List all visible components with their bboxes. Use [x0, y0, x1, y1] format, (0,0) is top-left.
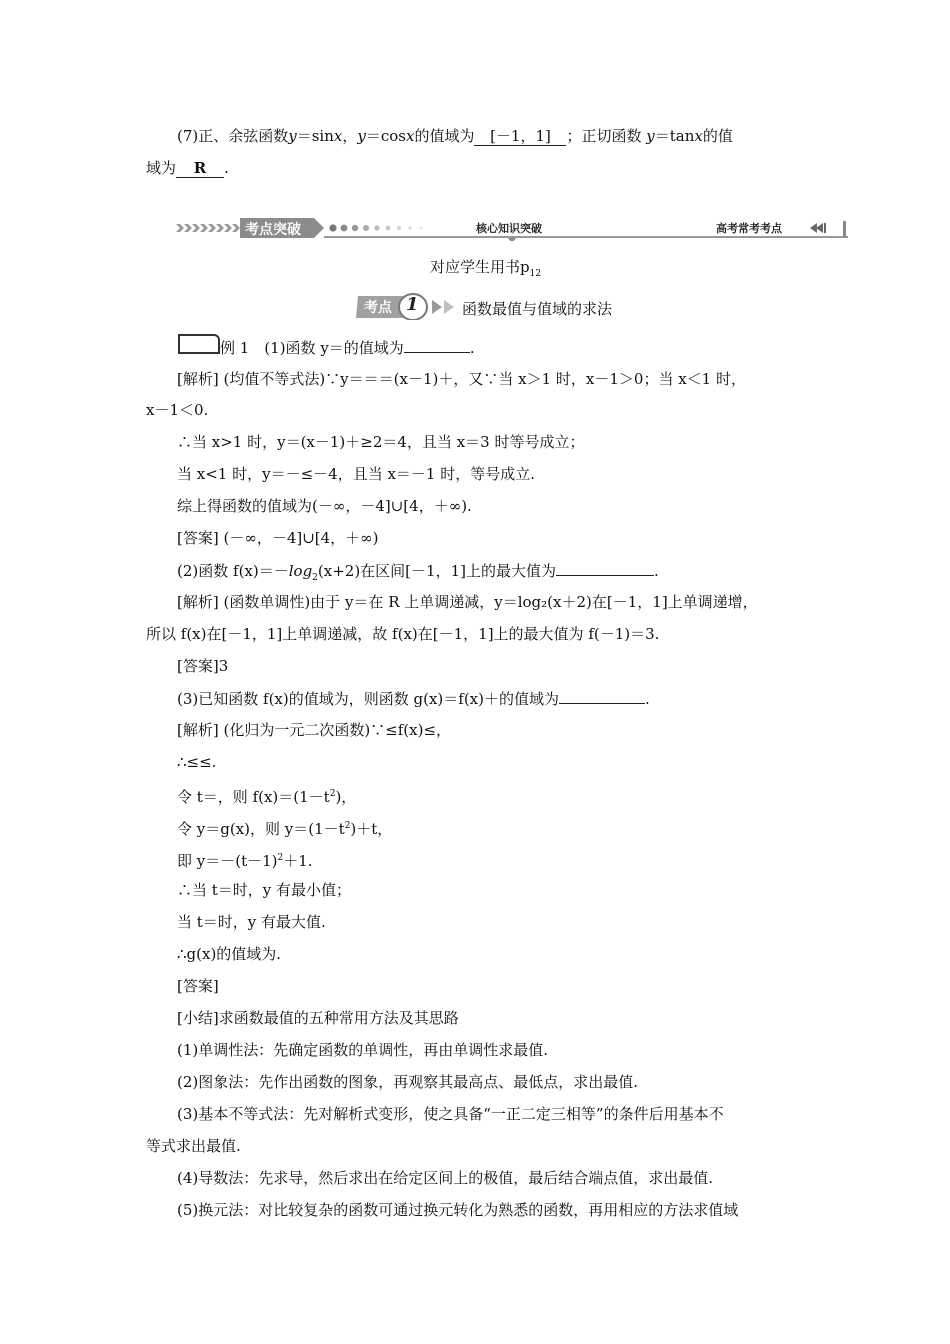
example1-q3: (3)已知函数 f(x)的值域为，则函数 g(x)＝f(x)＋的值域为 . [177, 690, 650, 708]
book-reference: 对应学生用书$p_{12}$ [430, 258, 542, 279]
section-banner [176, 217, 848, 241]
answer-blank-r: R [176, 159, 224, 178]
summary-method3-cont: 等式求出最值. [146, 1137, 241, 1155]
summary-method3: (3)基本不等式法：先对解析式变形，使之具备“一正二定三相等”的条件后用基本不 [177, 1105, 724, 1123]
ex1-sol-line12: ∴当 t＝时，y 有最小值； [177, 881, 352, 899]
example1-q1: 例 1 (1)函数 y＝的值域为 . [220, 339, 475, 357]
banner-right-label: 高考常考考点 [716, 222, 782, 235]
banner-tag: 考点突破 [245, 222, 301, 238]
item-7-line1: (7)正、余弦函数y＝sinx，y＝cosx的值域为 [－1，1] ；正切函数 y＝tanx的值 [177, 127, 733, 145]
ex1-answer1: [答案] (－∞，－4]∪[4，＋∞) [177, 529, 379, 547]
ex1-sol-line1b: x－1＜0. [146, 401, 209, 419]
summary-title: [小结]求函数最值的五种常用方法及其思路 [177, 1009, 459, 1027]
ex1-sol-line9: 令 t＝，则 $f(x)=(1-t^2)$， [177, 788, 357, 806]
rewind-icon [810, 223, 826, 233]
item-7-line2: 域为 R . [146, 159, 229, 177]
ex1-sol-line3: 当 x<1 时，y＝－≤－4，且当 x＝－1 时，等号成立. [177, 465, 536, 483]
summary-method2: (2)图象法：先作出函数的图象，再观察其最高点、最低点，求出最值. [177, 1073, 639, 1091]
chevrons-icon [176, 224, 240, 232]
ex1-sol-line5: [解析] (函数单调性)由于 y＝在 R 上单调递减，y＝log₂(x＋2)在[－1，1]上单调递增， [177, 593, 758, 611]
example1-q2: (2)函数 $f(x)=-\log_2(x+2)$在区间[－1，1]上的最大值为 . [177, 562, 659, 583]
ex1-answer2: [答案]3 [177, 657, 229, 675]
answer-blank-range: [－1，1] [474, 127, 566, 146]
ex1-answer3: [答案] [177, 977, 219, 995]
ex1-sol-line8: ∴≤≤. [177, 753, 217, 771]
summary-method5: (5)换元法：对比较复杂的函数可通过换元转化为熟悉的函数，再用相应的方法求值域 [177, 1201, 739, 1219]
ex1-sol-line6: 所以 f(x)在[－1，1]上单调递减，故 f(x)在[－1，1]上的最大值为 f(－1)＝3. [146, 625, 660, 643]
ex1-sol-line13: 当 t＝时，y 有最大值. [177, 913, 326, 931]
badge-label: 考点 [364, 300, 392, 316]
ex1-sol-line10: 令 y＝g(x)，则 $y=(1-t^2)+t$， [177, 820, 393, 838]
ex1-sol-line4: 综上得函数的值域为(－∞，－4]∪[4，＋∞). [177, 497, 472, 515]
ex1-sol-line14: ∴g(x)的值域为. [177, 945, 282, 963]
dots-icon [329, 224, 422, 231]
ex1-sol-line11: 即 $y=-(t-1)^2+1$. [177, 852, 313, 870]
summary-method1: (1)单调性法：先确定函数的单调性，再由单调性求最值. [177, 1041, 549, 1059]
ex1-sol-line7: [解析] (化归为一元二次函数)∵≤f(x)≤， [177, 721, 452, 739]
section-badge [356, 292, 462, 324]
banner-center-label: 核心知识突破 [476, 222, 542, 235]
badge-number: 1 [406, 294, 419, 315]
summary-method4: (4)导数法：先求导，然后求出在给定区间上的极值，最后结合端点值，求出最值. [177, 1169, 714, 1187]
ex1-sol-line1: [解析] (均值不等式法)∵y＝＝＝(x－1)＋，又∵当 x＞1 时，x－1＞0；当 x＜1 时， [177, 370, 746, 388]
section-title: 函数最值与值域的求法 [462, 300, 613, 318]
ex1-sol-line2: ∴当 x>1 时，y＝(x－1)＋≥2＝4，且当 x＝3 时等号成立； [177, 433, 585, 451]
example-box-icon [178, 334, 220, 354]
